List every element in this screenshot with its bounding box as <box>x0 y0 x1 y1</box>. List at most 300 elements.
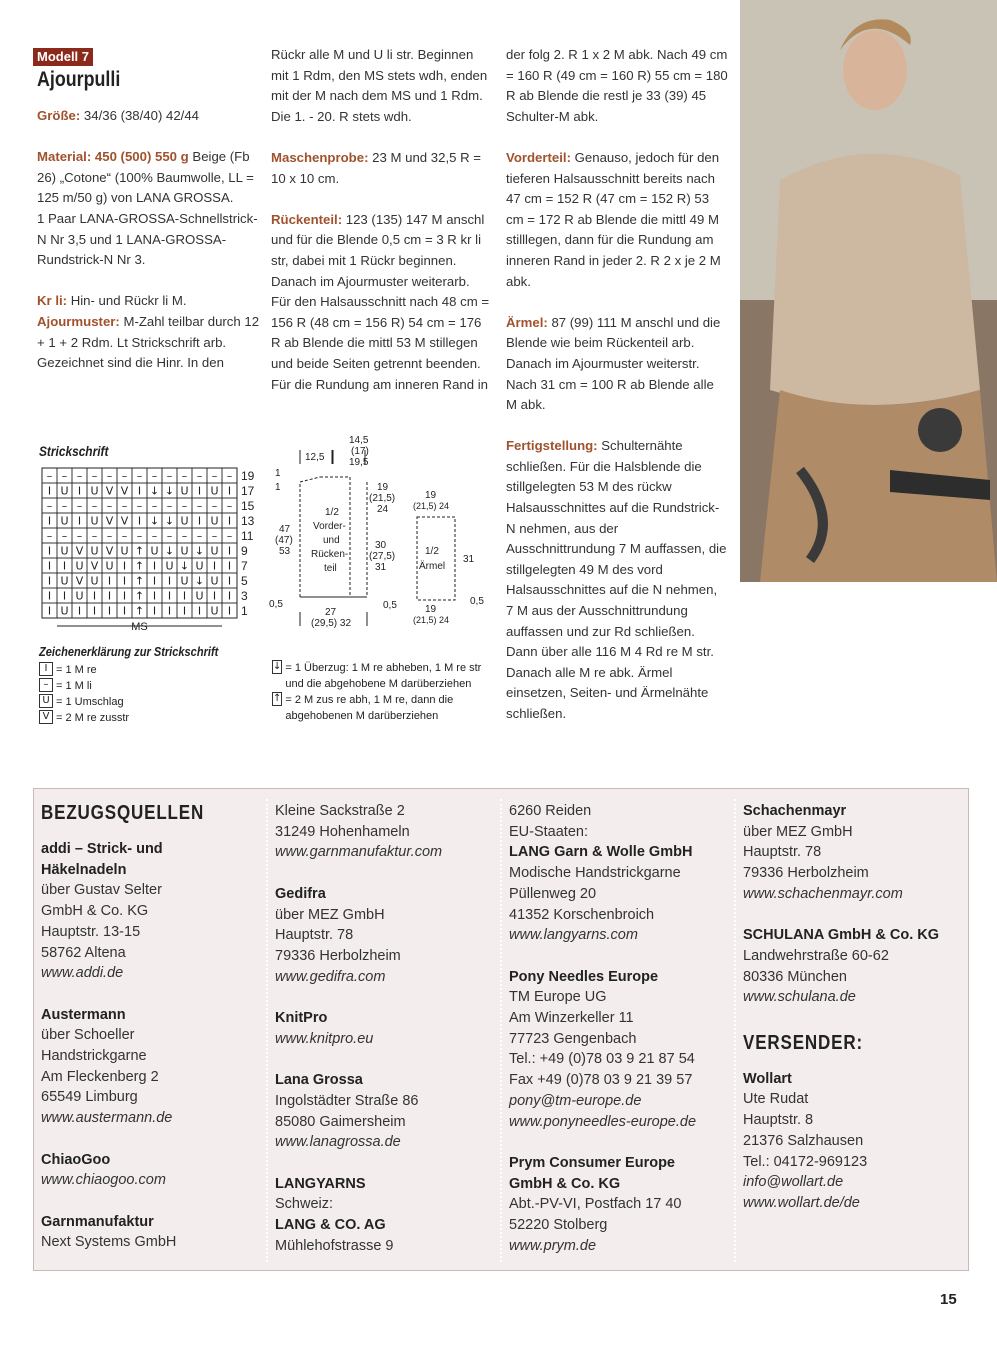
chart-symbol: U <box>180 514 189 528</box>
chart-symbol: – <box>211 529 218 543</box>
chart-symbol: I <box>182 589 187 603</box>
chart-row-number: 11 <box>241 529 254 543</box>
gauge-paragraph: Maschenprobe: 23 M und 32,5 R = 10 x 10 cm. <box>271 149 482 186</box>
chart-symbol: I <box>137 514 142 528</box>
schematic-bottom-1: 27 <box>325 607 337 618</box>
chart-symbol: U <box>120 544 129 558</box>
chart-title: Strickschrift <box>39 443 109 459</box>
chart-symbol: I <box>197 604 202 618</box>
chart-symbol: – <box>46 529 53 543</box>
legend-item <box>39 662 269 678</box>
chart-symbol: I <box>227 559 232 573</box>
supplier-line: 77723 Gengenbach <box>509 1030 637 1047</box>
chart-symbol: U <box>60 514 69 528</box>
chart-row-number: 9 <box>241 544 248 558</box>
chart-symbol: V <box>75 544 84 558</box>
chart-symbol: U <box>195 559 204 573</box>
chart-symbol: ↑ <box>134 544 145 558</box>
supplier-link[interactable]: www.wollart.de/de <box>743 1194 860 1211</box>
chart-symbol: I <box>107 574 112 588</box>
schematic-h-2: (47) <box>275 535 293 546</box>
schematic-neck-3: 24 <box>377 504 389 515</box>
schematic-mid-2: (27,5) <box>369 551 396 562</box>
spacer <box>275 863 500 884</box>
chart-row-number: 17 <box>241 484 255 498</box>
schematic-sleeve-top-2: (21,5) 24 <box>413 501 450 511</box>
chart-symbol: I <box>107 604 112 618</box>
supplier-line: über MEZ GmbH <box>275 906 385 923</box>
page-number: 15 <box>940 1291 957 1308</box>
chart-symbol: I <box>62 589 67 603</box>
supplier-line: Abt.-PV-VI, Postfach 17 40 <box>509 1196 682 1213</box>
chart-symbol: I <box>182 604 187 618</box>
supplier-line: EU-Staaten: <box>509 823 588 840</box>
chart-symbol: I <box>227 574 232 588</box>
schematic-sleeve-half: 1/2 <box>425 546 439 557</box>
schematic-sleeve-label: Ärmel <box>419 561 446 572</box>
chart-symbol: ↓ <box>194 544 205 558</box>
col3-intro: der folg 2. R 1 x 2 M abk. Nach 49 cm = 160 R (49 cm = 160 R) 55 cm = 180 R ab Blende die restl je 33 (39) 45 Schulter-M abk. <box>506 47 728 124</box>
chart-symbol: I <box>227 484 232 498</box>
suppliers-heading: BEZUGSQUELLEN <box>41 802 205 824</box>
supplier-link[interactable]: www.knitpro.eu <box>275 1030 374 1047</box>
supplier-link[interactable]: www.addi.de <box>41 965 124 982</box>
supplier-link[interactable]: www.ponyneedles-europe.de <box>509 1113 697 1130</box>
chart-symbol: U <box>210 604 219 618</box>
chart-symbol: I <box>47 544 52 558</box>
supplier-name: addi – Strick- und <box>41 841 163 857</box>
sleeve-paragraph: Ärmel: 87 (99) 111 M anschl und die Blende wie beim Rückenteil arb. Danach im Ajourmuster weiterstr. Nach 31 cm = 100 R ab Blende alle M abk. <box>506 314 721 413</box>
schematic-tick-1: 1 <box>275 468 281 479</box>
supplier-name: ChiaoGoo <box>41 1151 111 1168</box>
needles-paragraph: 1 Paar LANA-GROSSA-Schnellstrick-N Nr 3,5 und 1 LANA-GROSSA-Rundstrick-N Nr 3. <box>37 210 258 268</box>
legend-title: Zeichenerklärung zur Strickschrift <box>39 644 219 659</box>
size-paragraph: Größe: 34/36 (38/40) 42/44 <box>37 108 200 123</box>
supplier-line: 79336 Herbolzheim <box>743 865 869 882</box>
chart-symbol: ↓ <box>149 514 160 528</box>
model-photo-illustration <box>740 0 997 582</box>
supplier-line: über MEZ GmbH <box>743 823 853 840</box>
chart-symbol: – <box>181 529 188 543</box>
chart-symbol: – <box>211 499 218 513</box>
legend-text: = 1 M li <box>56 680 92 692</box>
legend-symbol-icon: – <box>39 678 53 692</box>
supplier-line: 52220 Stolberg <box>509 1217 608 1234</box>
chart-symbol: – <box>136 469 143 483</box>
chart-symbol: ↓ <box>179 559 190 573</box>
supplier-line: 21376 Salzhausen <box>743 1132 864 1149</box>
suppliers-divider-3 <box>734 799 736 1262</box>
chart-symbol: U <box>195 589 204 603</box>
front-paragraph: Vorderteil: Genauso, jedoch für den tieferen Halsausschnitt bereits nach 47 cm = 152 R (47 cm = 152 R) 53 cm = 172 R ab Blende die mittl 49 M stilllegen, dann für die Rundung am inneren Rand in jeder 2. R 2 x je 2 M abk. <box>506 149 721 289</box>
supplier-name: GmbH & Co. KG <box>509 1175 621 1192</box>
supplier-link[interactable]: www.schulana.de <box>743 989 856 1006</box>
schematic-rib-mid: 0,5 <box>383 600 397 611</box>
chart-symbol: V <box>75 574 84 588</box>
spacer <box>275 1049 500 1070</box>
instructions-col-1 <box>37 106 262 394</box>
chart-symbol: I <box>47 574 52 588</box>
chart-symbol: U <box>75 589 84 603</box>
chart-symbol: V <box>90 559 99 573</box>
supplier-line: Next Systems GmbH <box>41 1234 177 1251</box>
supplier-line: Handstrickgarne <box>41 1048 147 1065</box>
chart-symbol: V <box>120 514 129 528</box>
supplier-line: Ingolstädter Straße 86 <box>275 1092 419 1109</box>
chart-symbol: U <box>90 574 99 588</box>
chart-symbol: – <box>136 499 143 513</box>
chart-symbol: – <box>151 529 158 543</box>
supplier-link[interactable]: www.gedifra.com <box>275 968 386 985</box>
supplier-name: LANG & CO. AG <box>275 1217 386 1233</box>
chart-row-number: 5 <box>241 574 248 588</box>
chart-symbol: ↓ <box>164 544 175 558</box>
chart-symbol: – <box>211 469 218 483</box>
chart-symbol: U <box>210 484 219 498</box>
supplier-name: Wollart <box>743 1070 792 1087</box>
chart-symbol: I <box>212 559 217 573</box>
supplier-line: GmbH & Co. KG <box>41 903 149 920</box>
chart-symbol: ↑ <box>134 604 145 618</box>
chart-symbol: – <box>46 469 53 483</box>
chart-symbol: – <box>121 499 128 513</box>
chart-symbol: I <box>62 559 67 573</box>
schematic-neck-2: (21,5) <box>369 493 396 504</box>
chart-symbol: – <box>196 529 203 543</box>
chart-symbol: – <box>226 529 233 543</box>
legend-item <box>39 694 269 710</box>
instructions-col-2 <box>271 45 493 416</box>
chart-symbol: U <box>90 544 99 558</box>
suppliers-box <box>33 788 969 1271</box>
supplier-line: 80336 München <box>743 968 847 985</box>
supplier-link[interactable]: www.langyarns.com <box>509 927 638 944</box>
legend-list <box>39 662 269 726</box>
chart-symbol: I <box>47 514 52 528</box>
chart-symbol: U <box>60 604 69 618</box>
legend-text: = 1 Umschlag <box>56 696 124 708</box>
chart-symbol: – <box>106 469 113 483</box>
supplier-line: 79336 Herbolzheim <box>275 947 401 964</box>
supplier-link[interactable]: pony@tm-europe.de <box>509 1092 642 1109</box>
chart-symbol: I <box>122 574 127 588</box>
supplier-link[interactable]: www.prym.de <box>509 1237 597 1254</box>
chart-symbol: – <box>151 499 158 513</box>
chart-symbol: – <box>196 469 203 483</box>
schematic-top-width-3: 19,5 <box>349 457 369 468</box>
spacer <box>41 1129 266 1150</box>
chart-symbol: I <box>122 589 127 603</box>
suppliers-divider-1 <box>266 799 268 1262</box>
chart-row-number: 19 <box>241 469 255 483</box>
schematic-sleeve-top: 19 <box>425 490 437 501</box>
chart-symbol: ↓ <box>149 484 160 498</box>
chart-symbol: U <box>75 559 84 573</box>
legend-item <box>272 660 497 692</box>
spacer <box>509 1132 734 1153</box>
legend-item <box>272 692 497 724</box>
supplier-link[interactable]: www.chiaogoo.com <box>41 1172 166 1189</box>
schematic-body-1: Vorder- <box>313 521 346 532</box>
chart-symbol: I <box>107 589 112 603</box>
supplier-name: Lana Grossa <box>275 1072 363 1089</box>
chart-symbol: I <box>122 559 127 573</box>
legend-text: = 1 M re <box>56 664 97 676</box>
chart-ms-label: MS <box>131 621 148 633</box>
chart-symbol: I <box>167 604 172 618</box>
supplier-line: Hauptstr. 8 <box>743 1112 814 1129</box>
suppliers-col-2 <box>275 801 500 1256</box>
schematic-body-3: Rücken- <box>311 549 349 560</box>
chart-symbol: – <box>166 499 173 513</box>
supplier-line: Mühlehofstrasse 9 <box>275 1237 394 1254</box>
schematic-body-4: teil <box>324 563 337 574</box>
chart-symbol: – <box>106 529 113 543</box>
chart-symbol: U <box>150 544 159 558</box>
supplier-line: Am Fleckenberg 2 <box>41 1068 159 1085</box>
supplier-name: Prym Consumer Europe <box>509 1154 675 1171</box>
chart-symbol: – <box>136 529 143 543</box>
chart-symbol: I <box>122 604 127 618</box>
schematic-sleeve-bottom: 19 <box>425 604 437 615</box>
chart-symbol: V <box>105 514 114 528</box>
chart-symbol: – <box>166 529 173 543</box>
chart-symbol: – <box>181 499 188 513</box>
chart-row-number: 15 <box>241 499 255 513</box>
supplier-name: SCHULANA GmbH & Co. KG <box>743 927 940 944</box>
chart-symbol: – <box>61 499 68 513</box>
schematic-top-width: 14,5 <box>349 435 369 446</box>
chart-symbol: V <box>120 484 129 498</box>
supplier-link[interactable]: www.schachenmayr.com <box>743 885 903 902</box>
legend-item <box>39 710 269 726</box>
supplier-line: Tel.: 04172-969123 <box>743 1153 868 1170</box>
schematic-shoulder: 12,5 <box>305 452 325 463</box>
chart-symbol: ↑ <box>134 574 145 588</box>
supplier-line: 41352 Korschenbroich <box>509 906 655 923</box>
spacer <box>743 905 968 926</box>
model-photo <box>740 0 997 582</box>
chart-symbol: I <box>227 514 232 528</box>
legend-text: = 2 M re zusstr <box>56 712 130 724</box>
supplier-line: Am Winzerkeller 11 <box>509 1010 634 1027</box>
chart-symbol: I <box>197 484 202 498</box>
chart-symbol: ↑ <box>134 559 145 573</box>
supplier-line: Püllenweg 20 <box>509 885 597 902</box>
chart-symbol: I <box>152 574 157 588</box>
supplier-name: KnitPro <box>275 1010 328 1026</box>
supplier-line: 31249 Hohenhameln <box>275 823 410 840</box>
schematic-mid-3: 31 <box>375 562 387 573</box>
supplier-line: Modische Handstrickgarne <box>509 865 681 882</box>
schematic-h-1: 47 <box>279 524 291 535</box>
legend-text: = 1 Überzug: 1 M re abheben, 1 M re str und die abgehobene M darüberziehen <box>285 662 482 690</box>
model-badge: Modell 7 <box>33 47 93 68</box>
supplier-line: 6260 Reiden <box>509 803 592 819</box>
supplier-line: 65549 Limburg <box>41 1089 138 1106</box>
supplier-line: Landwehrstraße 60-62 <box>743 947 889 964</box>
legend-symbol-icon: ↓ <box>273 661 282 672</box>
suppliers-divider-2 <box>500 799 502 1262</box>
schematic-tick-2: 1 <box>275 482 281 493</box>
legend-item <box>39 678 269 694</box>
supplier-line: Tel.: +49 (0)78 03 9 21 87 54 <box>509 1051 695 1068</box>
chart-symbol: I <box>47 559 52 573</box>
back-paragraph: Rückenteil: 123 (135) 147 M anschl und für die Blende 0,5 cm = 3 R kr li str, dabei mit 1 Rückr beginnen. Danach im Ajourmuster weiterarb. Für den Halsausschnitt nach 48 cm = 156 R (48 cm = 156 R) 54 cm = 176 R ab Blende die mittl 53 M stillegen und beide Seiten getrennt beenden. Für die Rundung am inneren Rand in <box>271 211 490 392</box>
schematic-sleeve-bottom-2: (21,5) 24 <box>413 615 450 625</box>
chart-symbol: I <box>167 574 172 588</box>
spacer <box>275 987 500 1008</box>
chart-symbol: I <box>77 484 82 498</box>
knitting-chart <box>38 466 258 634</box>
supplier-line: TM Europe UG <box>509 989 607 1006</box>
chart-symbol: – <box>91 499 98 513</box>
chart-symbol: I <box>47 589 52 603</box>
supplier-line: über Schoeller <box>41 1027 135 1044</box>
suppliers-col-4 <box>743 801 968 1214</box>
supplier-line: Ute Rudat <box>743 1091 809 1108</box>
chart-symbol: ↓ <box>164 484 175 498</box>
chart-symbol: – <box>196 499 203 513</box>
chart-symbol: I <box>152 589 157 603</box>
suppliers-col-1 <box>41 799 266 1253</box>
supplier-name: LANGYARNS <box>275 1175 366 1192</box>
chart-row-number: 3 <box>241 589 248 603</box>
chart-symbol: U <box>210 514 219 528</box>
chart-row-number: 1 <box>241 604 248 618</box>
chart-symbol: – <box>76 499 83 513</box>
chart-symbol: – <box>106 499 113 513</box>
spacer <box>41 1191 266 1212</box>
legend-symbol-icon: I <box>39 662 53 676</box>
chart-symbol: – <box>46 499 53 513</box>
chart-symbol: I <box>77 604 82 618</box>
chart-symbol: – <box>166 469 173 483</box>
versender-heading: VERSENDER: <box>743 1031 863 1054</box>
supplier-line: 85080 Gaimersheim <box>275 1113 406 1130</box>
spacer <box>509 946 734 967</box>
schematic-h-3: 53 <box>279 546 291 557</box>
chart-symbol: – <box>91 529 98 543</box>
chart-symbol: V <box>105 484 114 498</box>
chart-symbol: U <box>210 544 219 558</box>
supplier-name: Gedifra <box>275 885 326 902</box>
instructions-col-3 <box>506 45 728 745</box>
supplier-link[interactable]: www.lanagrossa.de <box>275 1134 401 1151</box>
supplier-link[interactable]: www.austermann.de <box>41 1110 173 1127</box>
kr-li-paragraph: Kr li: Hin- und Rückr li M. <box>37 293 187 309</box>
chart-symbol: U <box>180 574 189 588</box>
chart-symbol: U <box>60 484 69 498</box>
chart-symbol: V <box>105 544 114 558</box>
chart-symbol: I <box>137 484 142 498</box>
chart-symbol: U <box>180 484 189 498</box>
supplier-name: Austermann <box>41 1006 126 1023</box>
supplier-name: Schachenmayr <box>743 803 847 819</box>
legend-list-2 <box>272 660 497 724</box>
chart-symbol: – <box>121 529 128 543</box>
chart-symbol: – <box>61 469 68 483</box>
supplier-line: über Gustav Selter <box>41 882 162 899</box>
chart-row-number: 13 <box>241 514 255 528</box>
chart-symbol: – <box>226 469 233 483</box>
spacer <box>275 1153 500 1174</box>
suppliers-col-3 <box>509 801 734 1256</box>
schematic-sleeve-rib: 0,5 <box>470 596 484 607</box>
chart-symbol: U <box>165 559 174 573</box>
chart-row-number: 7 <box>241 559 248 573</box>
supplier-line: Hauptstr. 78 <box>743 844 822 861</box>
chart-symbol: U <box>210 574 219 588</box>
chart-symbol: I <box>227 544 232 558</box>
schematic-mid-1: 30 <box>375 540 387 551</box>
legend-symbol-icon: U <box>39 694 53 708</box>
chart-symbol: ↓ <box>164 514 175 528</box>
chart-symbol: I <box>152 604 157 618</box>
spacer <box>41 984 266 1005</box>
schematic-rib-left: 0,5 <box>269 599 283 610</box>
chart-symbol: I <box>92 604 97 618</box>
schematic-sleeve-height: 31 <box>463 554 475 565</box>
chart-symbol: – <box>226 499 233 513</box>
chart-symbol: I <box>212 589 217 603</box>
chart-symbol: – <box>76 529 83 543</box>
chart-symbol: U <box>90 514 99 528</box>
chart-symbol: U <box>180 544 189 558</box>
col2-intro: Rückr alle M und U li str. Beginnen mit 1 Rdm, den MS stets wdh, enden mit der M nach dem MS und 1 Rdm. Die 1. - 20. R stets wdh. <box>271 47 488 124</box>
page-title: Ajourpulli <box>37 68 121 91</box>
chart-symbol: – <box>61 529 68 543</box>
supplier-line: 58762 Altena <box>41 944 126 961</box>
chart-symbol: I <box>92 589 97 603</box>
supplier-link[interactable]: info@wollart.de <box>743 1174 844 1191</box>
chart-symbol: I <box>47 604 52 618</box>
chart-symbol: U <box>90 484 99 498</box>
legend-symbol-icon: ↑ <box>273 693 282 704</box>
legend-text: = 2 M zus re abh, 1 M re, dann die abgehobenen M darüberziehen <box>285 694 454 722</box>
chart-symbol: I <box>167 589 172 603</box>
legend-symbol-icon: V <box>39 710 53 724</box>
chart-symbol: – <box>121 469 128 483</box>
supplier-name: Garnmanufaktur <box>41 1213 154 1230</box>
chart-symbol: I <box>47 484 52 498</box>
finishing-paragraph: Fertigstellung: Schulternähte schließen. Für die Halsblende die stillgelegten 53 M des rückw Halsausschnittes auf die Rundstrick-N nehmen, aus der Ausschnittrundung 7 M auffassen, die stillgelegten 49 M des vord Halsausschnittes auf die N nehmen, 7 M aus der Ausschnittrundung auffassen und zur Rd schließen. Dann über alle 116 M 4 Rd re M str. Danach alle M re abk. Ärmel einsetzen, Seiten- und Ärmelnähte schließen. <box>506 438 727 721</box>
supplier-line: Schweiz: <box>275 1196 334 1213</box>
supplier-line: Fax +49 (0)78 03 9 21 39 57 <box>509 1072 693 1089</box>
chart-symbol: – <box>181 469 188 483</box>
supplier-link[interactable]: www.garnmanufaktur.com <box>275 844 443 861</box>
chart-symbol: I <box>77 514 82 528</box>
chart-symbol: – <box>91 469 98 483</box>
chart-symbol: U <box>60 574 69 588</box>
chart-symbol: I <box>152 559 157 573</box>
material-paragraph: Material: 450 (500) 550 g Beige (Fb 26) „Cotone“ (100% Baumwolle, LL = 125 m/50 g) von LANA GROSSA. <box>37 149 254 206</box>
schematic-half: 1/2 <box>325 507 339 518</box>
schematic-top-width-2: (17) <box>351 446 369 457</box>
supplier-line: Hauptstr. 13-15 <box>41 923 141 940</box>
chart-symbol: – <box>76 469 83 483</box>
ajour-paragraph: Ajourmuster: M-Zahl teilbar durch 12 + 1 + 2 Rdm. Lt Strickschrift arb. Gezeichnet sind die Hinr. In den <box>37 313 260 371</box>
chart-symbol: U <box>105 559 114 573</box>
schematic-neck-1: 19 <box>377 482 389 493</box>
supplier-line: Kleine Sackstraße 2 <box>275 803 405 819</box>
supplier-name: LANG Garn & Wolle GmbH <box>509 844 693 861</box>
chart-symbol: – <box>151 469 158 483</box>
chart-symbol: ↑ <box>134 589 145 603</box>
schematic-body-2: und <box>323 535 340 546</box>
chart-symbol: ↓ <box>194 574 205 588</box>
supplier-name: Häkelnadeln <box>41 861 127 878</box>
